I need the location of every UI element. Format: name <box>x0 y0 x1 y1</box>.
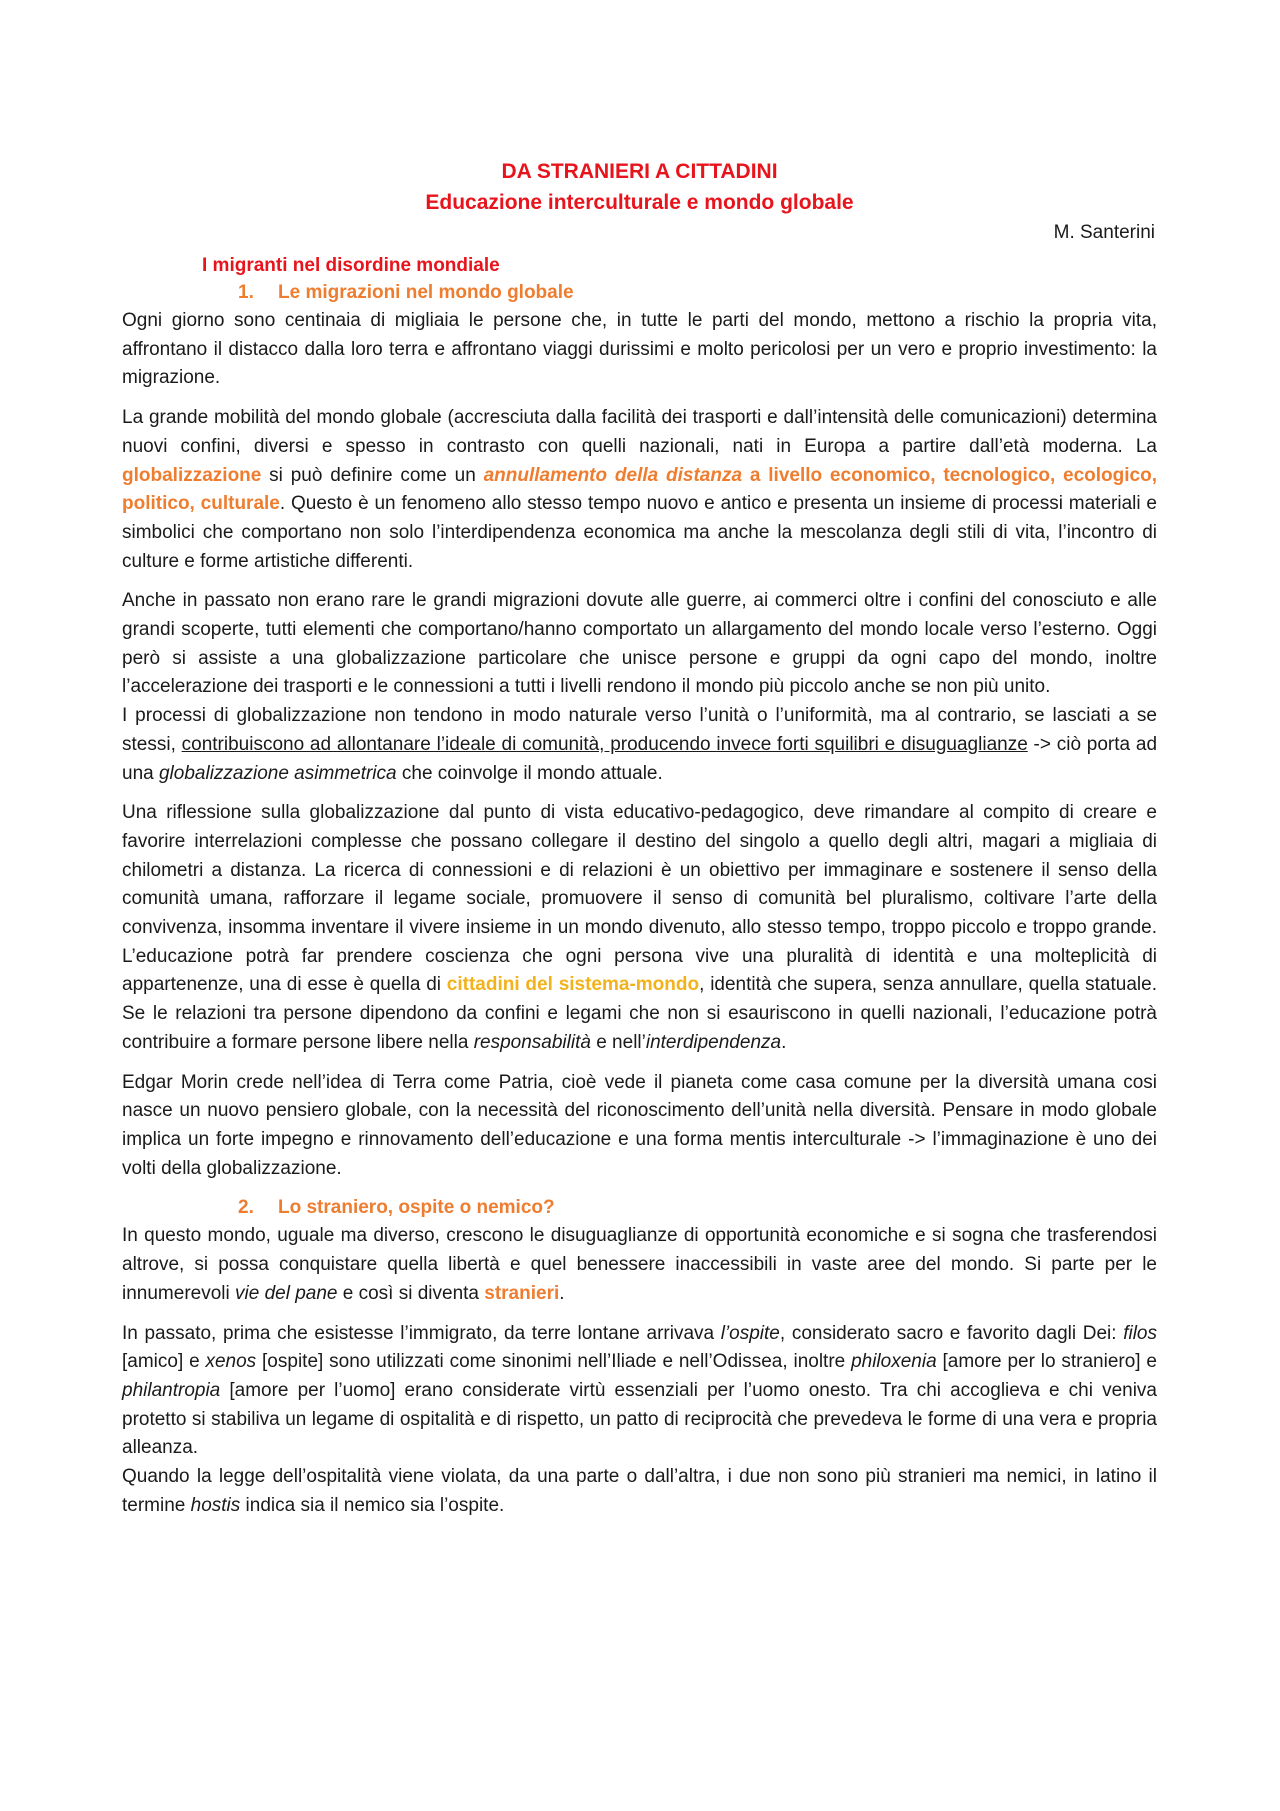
text-run: , considerato sacro e favorito dagli Dei: <box>779 1322 1124 1344</box>
paragraph-9 <box>122 1463 1157 1520</box>
subsection-number: 2. <box>238 1197 254 1219</box>
highlight-term: globalizzazione <box>122 464 262 486</box>
text-run: [amore per l’uomo] erano considerate virtù essenziali per l’uomo onesto. Tra chi accoglieva e chi veniva protetto si stabiliva un legame di ospitalità e di rispetto, un patto di reciprocità che prevedeva le forme di una vera e propria alleanza. <box>122 1379 1157 1459</box>
underlined-text: contribuiscono ad allontanare l’ideale di comunità, producendo invece forti squilibri e disuguaglianze <box>181 733 1028 755</box>
text-run: In questo mondo, uguale ma diverso, crescono le disuguaglianze di opportunità economiche e si sogna che trasferendosi altrove, si possa conquistare quella libertà e quel benessere inaccessibili in vaste aree del mondo. Si parte per le innumerevoli <box>122 1225 1157 1304</box>
highlight-term: stranieri <box>484 1282 560 1304</box>
section-title: I migranti nel disordine mondiale <box>202 255 500 276</box>
highlight-term: a livello economico, tecnologico, ecologico, politico, culturale <box>122 464 1157 515</box>
paragraph-3: Anche in passato non erano rare le grandi migrazioni dovute alle guerre, ai commerci oltre i confini del conosciuto e alle grandi scoperte, tutti elementi che comportano/hanno comportato un allargamento del mondo locale verso l’esterno. Oggi però si assiste a una globalizzazione particolare che unisce persone e gruppi da ogni capo del mondo, inoltre l’accelerazione dei trasporti e le connessioni a tutti i livelli rendono il mondo più piccolo anche se non più unito. <box>122 590 1157 698</box>
text-run: -> ciò porta ad una <box>122 733 1158 784</box>
subsection-label: Le migrazioni nel mondo globale <box>278 282 574 303</box>
subsection-title-1 <box>238 279 1157 307</box>
text-run: [amore per lo straniero] e <box>936 1351 1157 1373</box>
paragraph-1: Ogni giorno sono centinaia di migliaia le persone che, in tutte le parti del mondo, mettono a rischio la propria vita, affrontano il distacco dalla loro terra e affrontano viaggi durissimi e molto pericolosi per un vero e proprio investimento: la migrazione. <box>122 310 1157 389</box>
text-run: Quando la legge dell’ospitalità viene violata, da una parte o dall’altra, i due non sono più stranieri ma nemici, in latino il termine <box>122 1466 1157 1516</box>
subsection-label: Lo straniero, ospite o nemico? <box>278 1197 555 1219</box>
document-title <box>122 156 1157 218</box>
text-run: In passato, prima che esistesse l’immigrato, da terre lontane arrivava <box>122 1322 721 1344</box>
paragraph-8 <box>122 1320 1157 1464</box>
paragraph-2 <box>122 404 1157 576</box>
paragraph-5 <box>122 799 1157 1057</box>
subsection-title-2 <box>238 1194 1157 1222</box>
text-run: , identità che supera, senza annullare, quella statuale. Se le relazioni tra persone dipendono da confini e legami che non si esauriscono in quelli nazionali, l’educazione potrà contribuire a formare persone libere nella <box>122 974 1157 1053</box>
text-run: [ospite] sono utilizzati come sinonimi nell’Iliade e nell’Odissea, inoltre <box>256 1351 852 1373</box>
title-line-2: Educazione interculturale e mondo globale <box>425 191 854 214</box>
text-run: e nell’ <box>590 1031 646 1053</box>
text-run: La grande mobilità del mondo globale (accresciuta dalla facilità dei trasporti e dall’intensità delle comunicazioni) determina nuovi confini, diversi e spesso in contrasto con quelli nazionali, nati in Europa a partire dall’età moderna. La <box>122 407 1157 457</box>
text-run: I processi di globalizzazione non tendono in modo naturale verso l’unità o l’uniformità, ma al contrario, se lasciati a se stessi, <box>122 705 1157 755</box>
paragraph-4 <box>122 702 1157 788</box>
highlight-term: annullamento della distanza <box>483 464 743 486</box>
italic-term: xenos <box>205 1351 257 1373</box>
text-run: [amico] e <box>122 1351 206 1373</box>
italic-term: responsabilità <box>473 1031 591 1053</box>
text-run: . <box>781 1031 787 1053</box>
subsection-number: 1. <box>238 282 254 303</box>
paragraph-6: Edgar Morin crede nell’idea di Terra come Patria, cioè vede il pianeta come casa comune per la diversità umana cosi nasce un nuovo pensiero globale, con la necessità del riconoscimento dell’unità nella diversità. Pensare in modo globale implica un forte impegno e rinnovamento dell’educazione e una forma mentis interculturale -> l’immaginazione è uno dei volti della globalizzazione. <box>122 1071 1157 1179</box>
italic-term: vie del pane <box>235 1282 338 1304</box>
italic-term: hostis <box>190 1494 241 1516</box>
text-run: . Questo è un fenomeno allo stesso tempo nuovo e antico e presenta un insieme di processi materiali e simbolici che comportano non solo l’interdipendenza economica ma anche la mescolanza degli stili di vita, l’incontro di culture e forme artistiche differenti. <box>122 493 1157 572</box>
italic-term: philoxenia <box>851 1351 937 1373</box>
italic-term: l’ospite <box>720 1322 780 1344</box>
italic-term: filos <box>1123 1322 1157 1344</box>
text-run: indica sia il nemico sia l’ospite. <box>240 1494 505 1516</box>
text-run: . <box>559 1282 565 1304</box>
italic-term: philantropia <box>122 1379 221 1401</box>
title-line-1: DA STRANIERI A CITTADINI <box>501 160 778 183</box>
highlight-term: cittadini del sistema-mondo <box>446 974 700 996</box>
text-run: che coinvolge il mondo attuale. <box>396 762 663 784</box>
italic-term: interdipendenza <box>645 1031 782 1053</box>
author: M. Santerini <box>1053 222 1155 243</box>
text-run: si può definire come un <box>261 464 484 486</box>
paragraph-7 <box>122 1222 1157 1308</box>
text-run: Una riflessione sulla globalizzazione dal punto di vista educativo-pedagogico, deve rimandare al compito di creare e favorire interrelazioni complesse che possano collegare il destino del singolo a quello degli altri, magari a migliaia di chilometri a distanza. La ricerca di connessioni e di relazioni è un obiettivo per immaginare e sostenere il senso della comunità umana, rafforzare il legame sociale, promuovere il senso di comunità bel pluralismo, coltivare l’arte della convivenza, insomma inventare il vivere insieme in un mondo divenuto, allo stesso tempo, troppo piccolo e troppo grande. L’educazione potrà far prendere coscienza che ogni persona vive una pluralità di identità e una molteplicità di appartenenze, una di esse è quella di <box>122 802 1157 996</box>
italic-term: globalizzazione asimmetrica <box>158 762 397 784</box>
text-run: e così si diventa <box>337 1282 485 1304</box>
